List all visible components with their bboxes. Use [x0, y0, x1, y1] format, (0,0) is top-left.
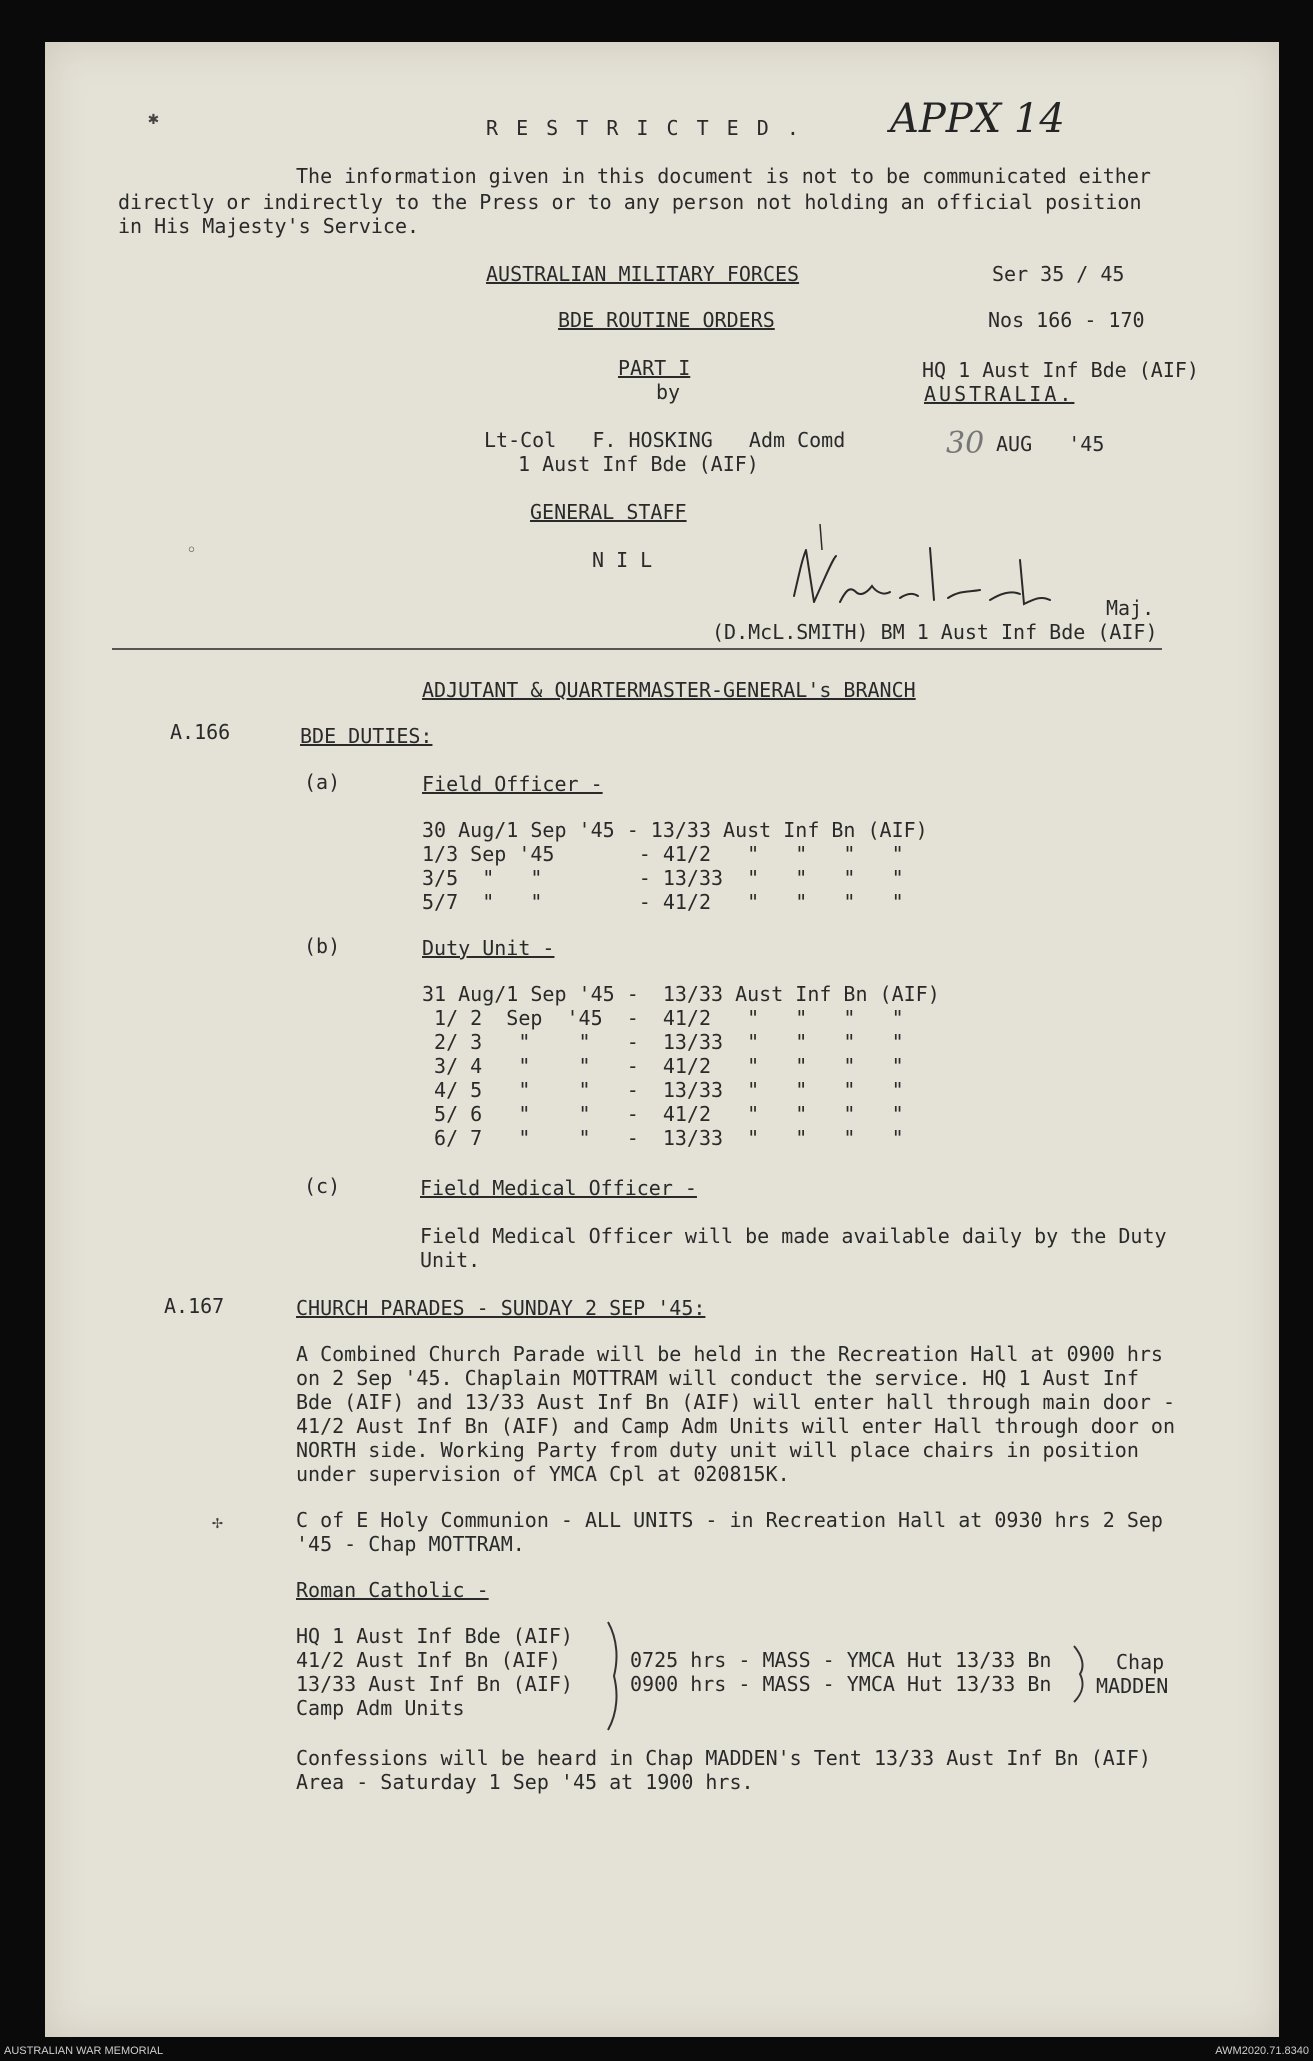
chaplain-title: Chap [1116, 1650, 1165, 1674]
general-staff-content: N I L [592, 548, 653, 572]
subsection-heading: Field Officer - [422, 772, 603, 796]
duty-row: 6/ 7 " " - 13/33 " " " " [422, 1126, 904, 1150]
general-staff-heading: GENERAL STAFF [530, 500, 687, 524]
duty-row: 30 Aug/1 Sep '45 - 13/33 Aust Inf Bn (AIF) [422, 818, 928, 842]
margin-mark: ◦ [186, 540, 197, 561]
duty-row: 4/ 5 " " - 13/33 " " " " [422, 1078, 904, 1102]
signature [780, 520, 1120, 620]
subsection-label: (c) [304, 1174, 341, 1198]
forces-title: AUSTRALIAN MILITARY FORCES [486, 262, 800, 286]
part-title: PART I [618, 356, 691, 380]
appendix-handwritten: APPX 14 [890, 96, 1065, 142]
rc-unit: 13/33 Aust Inf Bn (AIF) [296, 1672, 573, 1696]
paragraph-line: A Combined Church Parade will be held in the Recreation Hall at 0900 hrs [296, 1342, 1163, 1366]
footer-accession: AWM2020.71.8340 [1215, 2045, 1309, 2057]
duty-row: 5/ 6 " " - 41/2 " " " " [422, 1102, 904, 1126]
duty-row: 31 Aug/1 Sep '45 - 13/33 Aust Inf Bn (AIF) [422, 982, 940, 1006]
paragraph-line: on 2 Sep '45. Chaplain MOTTRAM will conduct the service. HQ 1 Aust Inf [296, 1366, 1139, 1390]
paragraph-line: 41/2 Aust Inf Bn (AIF) and Camp Adm Units will enter Hall through door on [296, 1414, 1175, 1438]
orders-title: BDE ROUTINE ORDERS [558, 308, 775, 332]
subsection-label: (b) [304, 934, 341, 958]
mass-time: 0725 hrs - MASS - YMCA Hut 13/33 Bn [630, 1648, 1052, 1672]
subsection-heading: Duty Unit - [422, 936, 555, 960]
by-label: by [656, 380, 681, 404]
order-heading: CHURCH PARADES - SUNDAY 2 SEP '45: [296, 1296, 706, 1320]
footer-source: AUSTRALIAN WAR MEMORIAL [4, 2045, 164, 2057]
paragraph-line: Area - Saturday 1 Sep '45 at 1900 hrs. [296, 1770, 754, 1794]
signatory-rank: Maj. [1106, 596, 1155, 620]
duty-row: 5/7 " " - 41/2 " " " " [422, 890, 904, 914]
duty-row: 1/3 Sep '45 - 41/2 " " " " [422, 842, 904, 866]
duty-row: 3/ 4 " " - 41/2 " " " " [422, 1054, 904, 1078]
paragraph-line: Unit. [420, 1248, 481, 1272]
mass-time: 0900 hrs - MASS - YMCA Hut 13/33 Bn [630, 1672, 1052, 1696]
duty-row: 3/5 " " - 13/33 " " " " [422, 866, 904, 890]
paragraph-line: NORTH side. Working Party from duty unit will place chairs in position [296, 1438, 1139, 1462]
rc-unit: Camp Adm Units [296, 1696, 465, 1720]
paragraph-line: Confessions will be heard in Chap MADDEN's Tent 13/33 Aust Inf Bn (AIF) [296, 1746, 1151, 1770]
date-day-handwritten: 30 [946, 426, 985, 461]
rc-unit: 41/2 Aust Inf Bn (AIF) [296, 1648, 561, 1672]
section-divider [112, 648, 1162, 650]
hq-name: HQ 1 Aust Inf Bde (AIF) [922, 358, 1199, 382]
location: AUSTRALIA. [924, 382, 1075, 406]
subsection-heading: Field Medical Officer - [420, 1176, 697, 1200]
margin-mark: ✱ [148, 108, 159, 129]
aqmg-heading: ADJUTANT & QUARTERMASTER-GENERAL's BRANCH [422, 678, 916, 702]
paragraph-line: C of E Holy Communion - ALL UNITS - in Recreation Hall at 0930 hrs 2 Sep [296, 1508, 1163, 1532]
margin-mark: ✢ [212, 1512, 223, 1533]
bracket-right [1070, 1644, 1090, 1704]
paragraph-line: Field Medical Officer will be made available daily by the Duty [420, 1224, 1167, 1248]
rc-heading: Roman Catholic - [296, 1578, 489, 1602]
restricted-heading: R E S T R I C T E D . [486, 116, 802, 140]
notice-line: directly or indirectly to the Press or to any person not holding an official position [118, 190, 1142, 214]
notice-line: The information given in this document is not to be communicated either [296, 164, 1151, 188]
bracket-left [604, 1620, 624, 1732]
subsection-label: (a) [304, 770, 341, 794]
commander-line: Lt-Col F. HOSKING Adm Comd [484, 428, 846, 452]
serial-number: Ser 35 / 45 [992, 262, 1125, 286]
notice-line: in His Majesty's Service. [118, 214, 420, 238]
paragraph-line: under supervision of YMCA Cpl at 020815K. [296, 1462, 790, 1486]
order-number: A.166 [170, 720, 231, 744]
chaplain-name: MADDEN [1096, 1674, 1169, 1698]
commander-unit: 1 Aust Inf Bde (AIF) [518, 452, 759, 476]
duty-row: 2/ 3 " " - 13/33 " " " " [422, 1030, 904, 1054]
duty-row: 1/ 2 Sep '45 - 41/2 " " " " [422, 1006, 904, 1030]
signatory-name: (D.McL.SMITH) BM 1 Aust Inf Bde (AIF) [712, 620, 1158, 644]
date-month-year: AUG '45 [996, 432, 1105, 456]
order-number: A.167 [164, 1294, 225, 1318]
rc-unit: HQ 1 Aust Inf Bde (AIF) [296, 1624, 573, 1648]
order-numbers: Nos 166 - 170 [988, 308, 1145, 332]
order-heading: BDE DUTIES: [300, 724, 433, 748]
paragraph-line: '45 - Chap MOTTRAM. [296, 1532, 525, 1556]
paragraph-line: Bde (AIF) and 13/33 Aust Inf Bn (AIF) will enter hall through main door - [296, 1390, 1175, 1414]
